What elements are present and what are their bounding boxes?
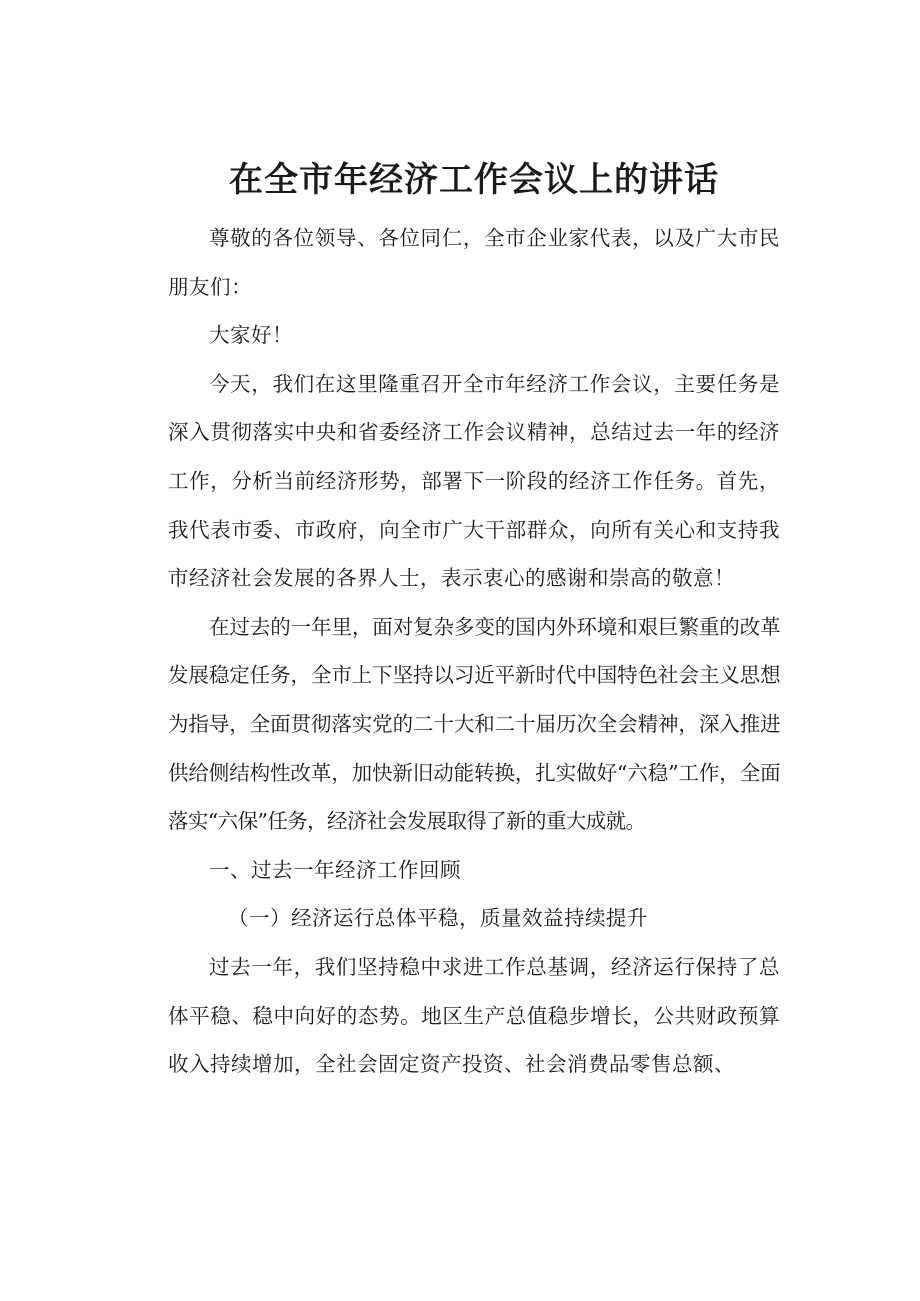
- document-title: 在全市年经济工作会议上的讲话: [229, 160, 719, 200]
- greeting-paragraph: 大家好！: [209, 323, 293, 348]
- section-heading: 一、过去一年经济工作回顾: [209, 857, 461, 882]
- salutation-paragraph: 尊敬的各位领导、各位同仁，全市企业家代表，以及广大市民朋友们：: [168, 226, 780, 299]
- body-paragraph: 在过去的一年里，面对复杂多变的国内外环境和艰巨繁重的改革发展稳定任务，全市上下坚持以习近平新时代中国特色社会主义思想为指导，全面贯彻落实党的二十大和二十届历次全会精神，深入推进供给侧结构性改革，加快新旧动能转换，扎实做好“六稳”工作，全面落实“六保”任务，经济社会发展取得了新的重大成就。: [168, 614, 780, 834]
- body-paragraph: 过去一年，我们坚持稳中求进工作总基调，经济运行保持了总体平稳、稳中向好的态势。地区生产总值稳步增长，公共财政预算收入持续增加，全社会固定资产投资、社会消费品零售总额、: [168, 954, 780, 1077]
- body-paragraph: 今天，我们在这里隆重召开全市年经济工作会议，主要任务是深入贯彻落实中央和省委经济工作会议精神，总结过去一年的经济工作，分析当前经济形势，部署下一阶段的经济工作任务。首先，我代表市委、市政府，向全市广大干部群众，向所有关心和支持我市经济社会发展的各界人士，表示衷心的感谢和崇高的敬意！: [168, 371, 780, 591]
- subsection-heading: （一）经济运行总体平稳，质量效益持续提升: [228, 906, 648, 931]
- document-page: [168, 150, 780, 1089]
